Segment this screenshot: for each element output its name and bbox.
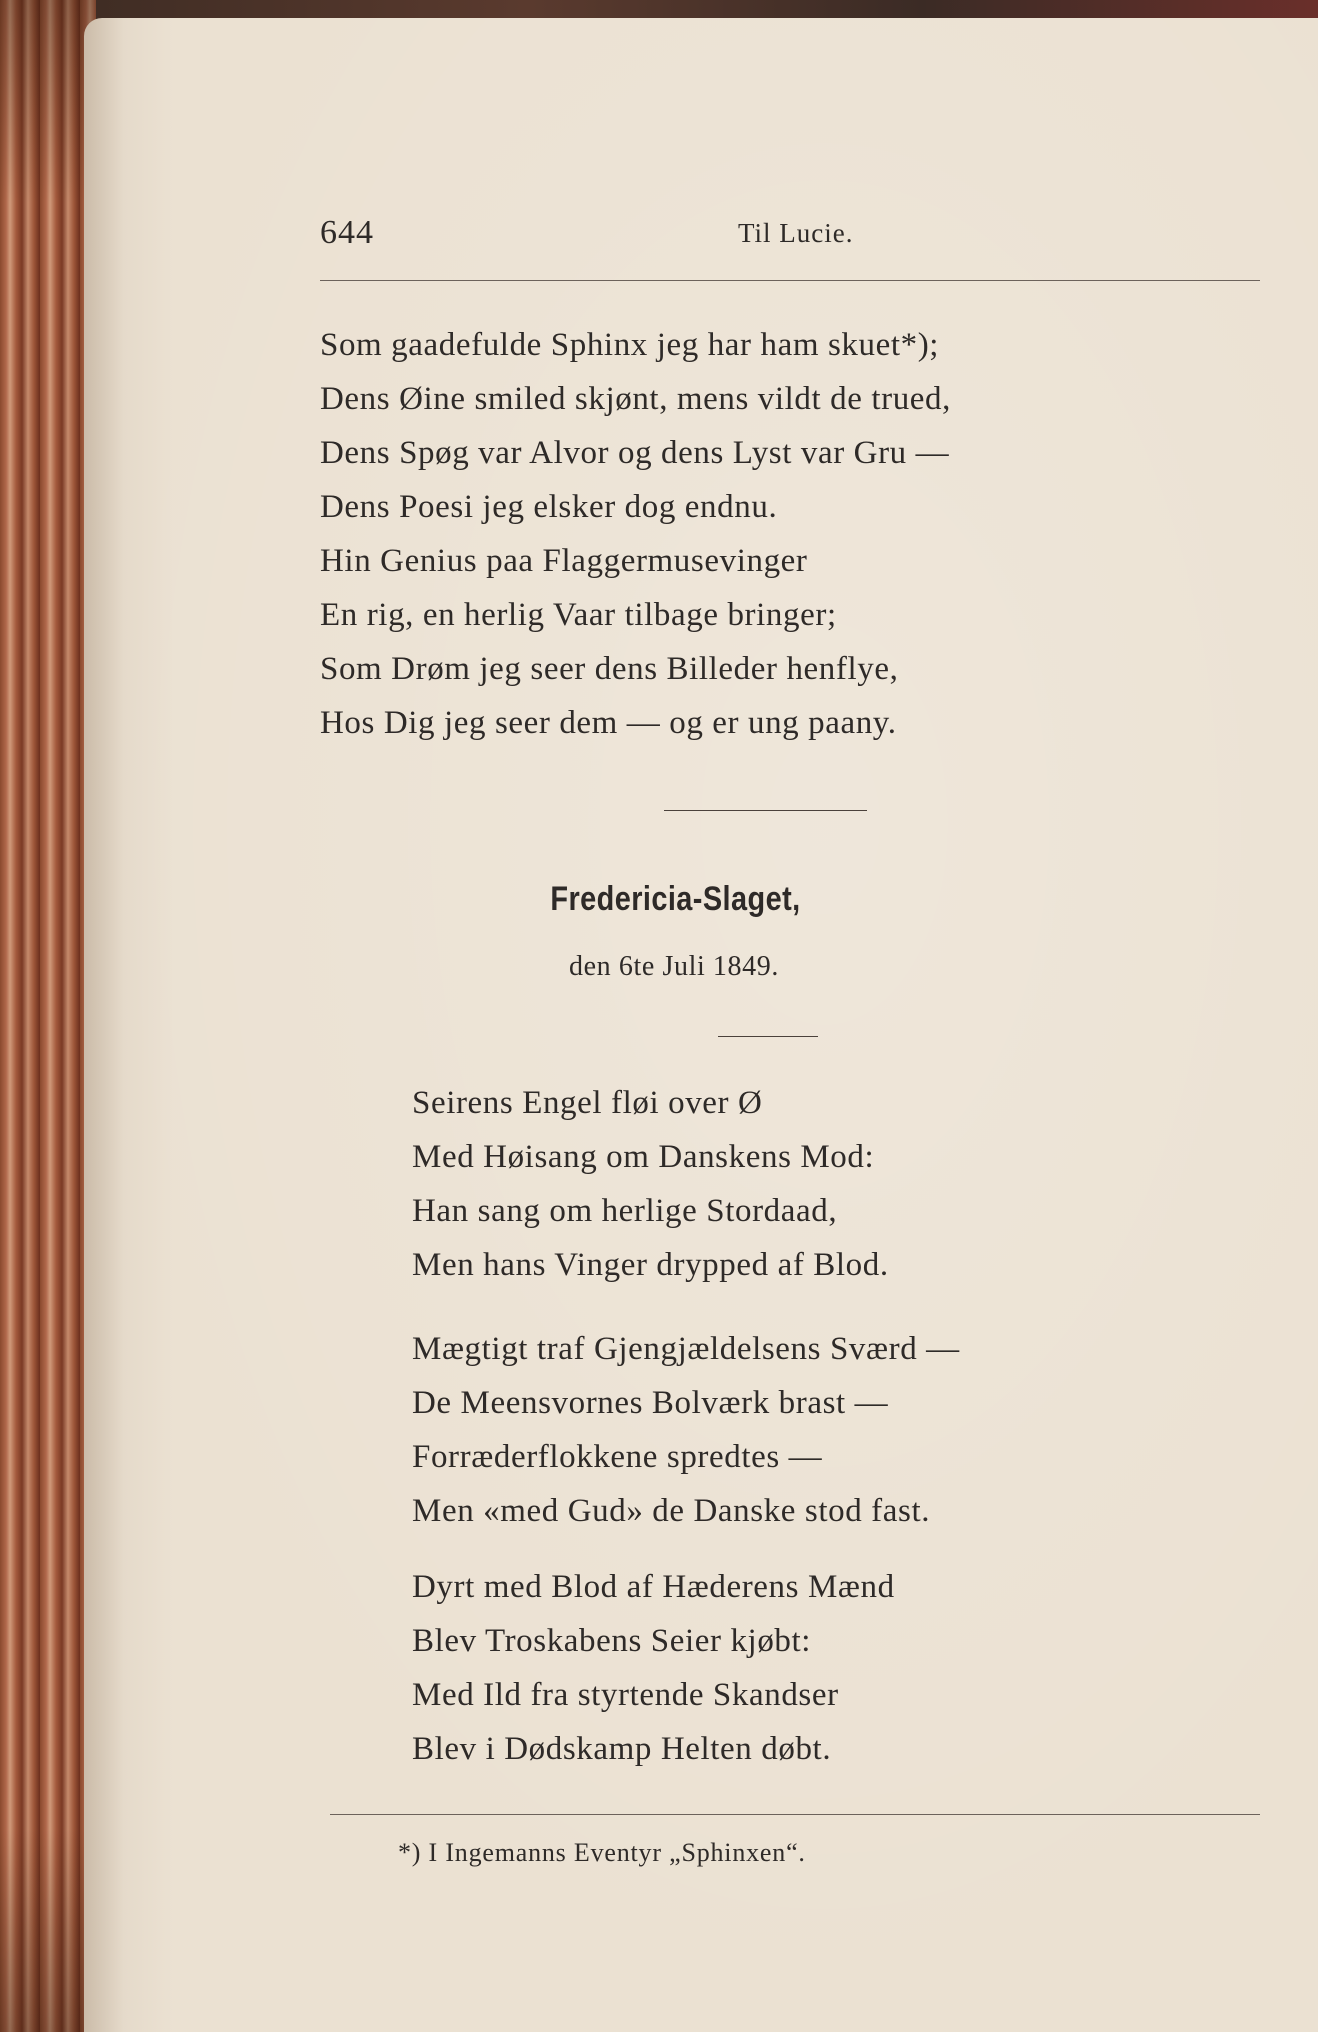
verse-line: Seirens Engel fløi over Ø xyxy=(412,1085,763,1121)
stanza-1 xyxy=(412,1076,889,1292)
verse-line: En rig, en herlig Vaar tilbage bringer; xyxy=(320,597,837,633)
footnote: *) I Ingemanns Eventyr „Sphinxen“. xyxy=(398,1838,806,1867)
page-header xyxy=(320,214,1270,270)
poem-date: den 6te Juli 1849. xyxy=(569,951,779,982)
running-head: Til Lucie. xyxy=(738,218,854,248)
poem-separator xyxy=(664,810,867,811)
verse-line: Han sang om herlige Stordaad, xyxy=(412,1193,838,1229)
header-rule xyxy=(320,280,1260,281)
footnote-rule xyxy=(330,1814,1260,1815)
book-page xyxy=(84,18,1318,2032)
verse-line: Men hans Vinger drypped af Blod. xyxy=(412,1247,889,1283)
verse-line: Blev Troskabens Seier kjøbt: xyxy=(412,1623,812,1659)
poem-title: Fredericia-Slaget, xyxy=(550,880,801,918)
verse-line: Dens Spøg var Alvor og dens Lyst var Gru — xyxy=(320,435,950,471)
verse-line: Med Ild fra styrtende Skandser xyxy=(412,1677,839,1713)
verse-line: Forræderflokkene spredtes — xyxy=(412,1439,823,1475)
verse-line: Dyrt med Blod af Hæderens Mænd xyxy=(412,1569,895,1605)
stanza-3 xyxy=(412,1560,895,1776)
previous-poem-ending xyxy=(320,318,951,750)
book-page-edges xyxy=(0,0,96,2032)
verse-line: Men «med Gud» de Danske stod fast. xyxy=(412,1493,931,1529)
verse-line: Hos Dig jeg seer dem — og er ung paany. xyxy=(320,705,897,741)
verse-line: Med Høisang om Danskens Mod: xyxy=(412,1139,875,1175)
verse-line: De Meensvornes Bolværk brast — xyxy=(412,1385,889,1421)
stanza-2 xyxy=(412,1322,960,1538)
verse-line: Mægtigt traf Gjengjældelsens Sværd — xyxy=(412,1331,960,1367)
verse-line: Dens Poesi jeg elsker dog endnu. xyxy=(320,489,778,525)
verse-line: Som gaadefulde Sphinx jeg har ham skuet*); xyxy=(320,327,940,363)
verse-line: Hin Genius paa Flaggermusevinger xyxy=(320,543,808,579)
verse-line: Som Drøm jeg seer dens Billeder henflye, xyxy=(320,651,899,687)
verse-line: Blev i Dødskamp Helten døbt. xyxy=(412,1731,832,1767)
page-number: 644 xyxy=(320,214,374,251)
title-rule xyxy=(718,1036,818,1037)
verse-line: Dens Øine smiled skjønt, mens vildt de trued, xyxy=(320,381,952,417)
